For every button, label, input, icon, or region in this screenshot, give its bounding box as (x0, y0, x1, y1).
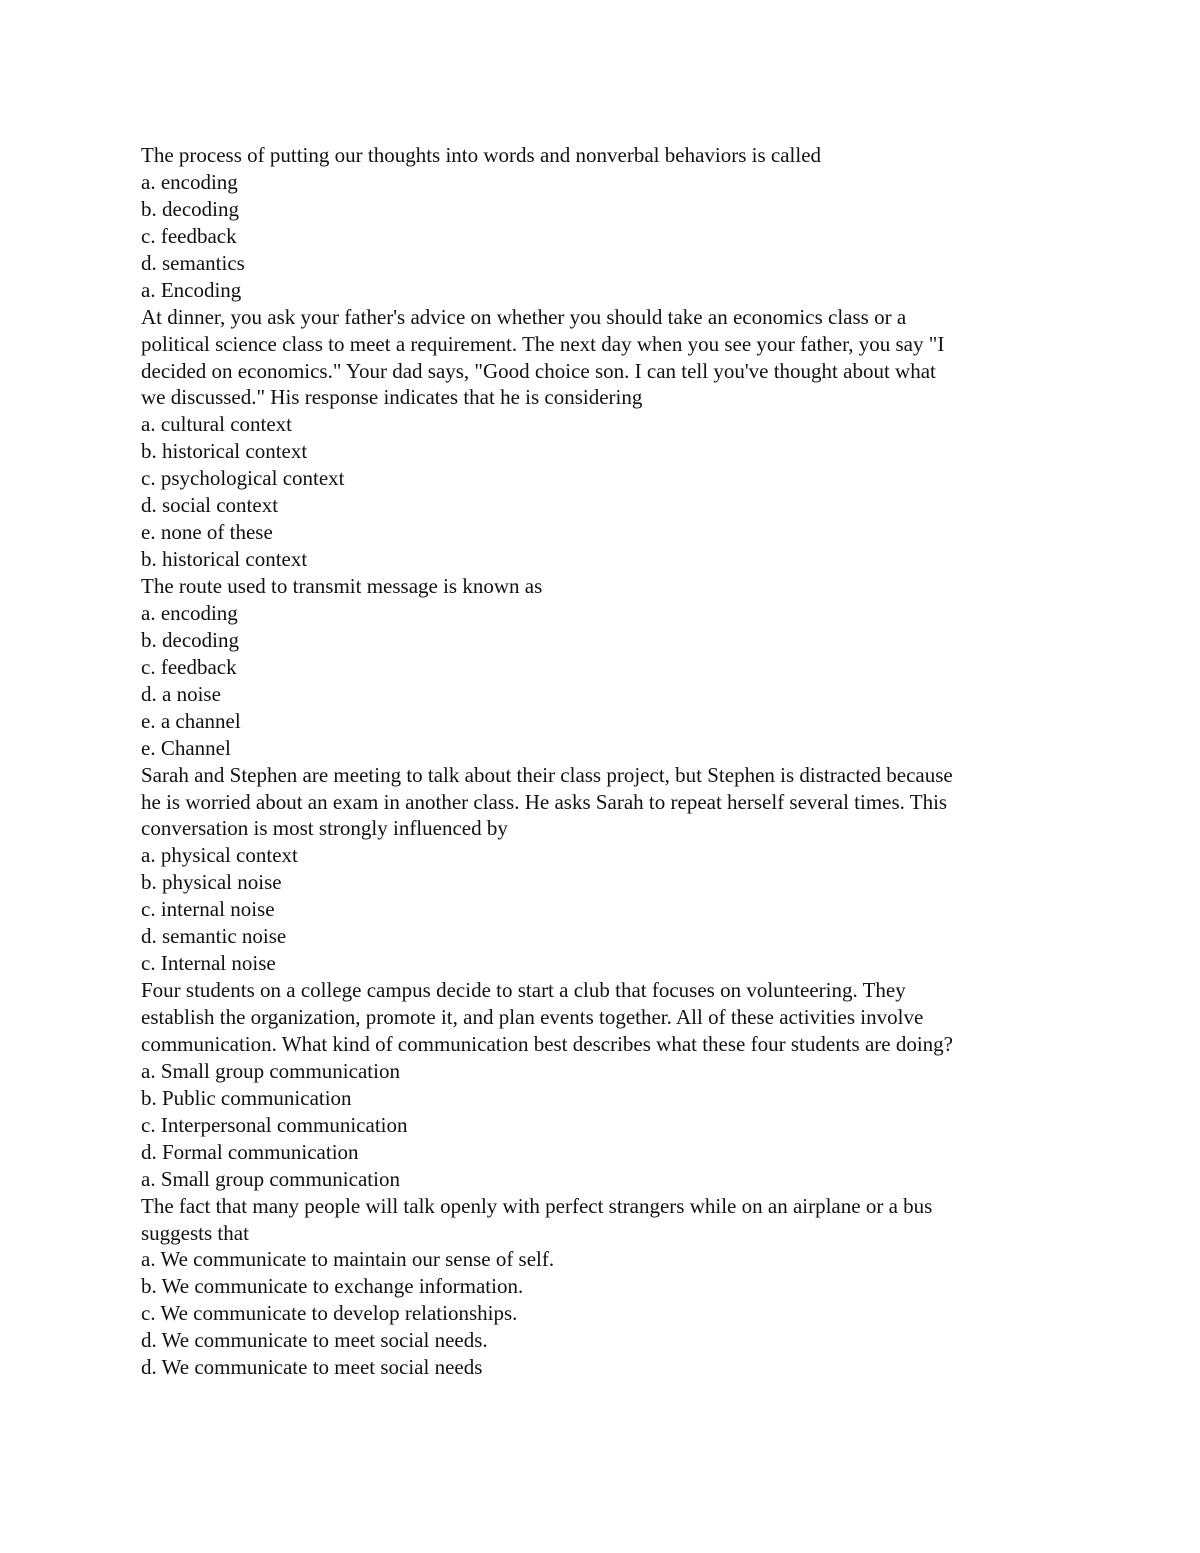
document-line: political science class to meet a requirement. The next day when you see your father, you say "I (141, 331, 945, 356)
document-line: decided on economics." Your dad says, "Good choice son. I can tell you've thought about what (141, 358, 936, 383)
document-line: b. historical context (141, 547, 308, 572)
document-line: d. semantics (141, 250, 245, 275)
document-line: b. We communicate to exchange information. (141, 1274, 524, 1299)
document-line: e. a channel (141, 708, 241, 733)
document-line: d. semantic noise (141, 924, 287, 949)
document-line: e. Channel (141, 735, 231, 760)
document-line: c. Internal noise (141, 951, 276, 976)
document-line: c. psychological context (141, 466, 345, 491)
document-line: a. cultural context (141, 412, 293, 437)
document-line: a. We communicate to maintain our sense of self. (141, 1247, 555, 1272)
document-line: b. historical context (141, 439, 308, 464)
document-line: c. Interpersonal communication (141, 1112, 408, 1137)
document-line: establish the organization, promote it, and plan events together. All of these activities involve (141, 1005, 924, 1029)
document-line: e. none of these (141, 520, 273, 545)
document-line: communication. What kind of communication best describes what these four students are doing? (141, 1031, 953, 1056)
document-line: a. encoding (141, 600, 238, 625)
document-line: we discussed." His response indicates that he is considering (141, 385, 643, 410)
document-line: c. We communicate to develop relationships. (141, 1301, 518, 1326)
document-body (141, 142, 1081, 1381)
document-line: b. physical noise (141, 870, 282, 895)
document-line: d. Formal communication (141, 1139, 359, 1164)
document-line: c. internal noise (141, 897, 275, 922)
document-line: b. decoding (141, 627, 239, 652)
document-line: The route used to transmit message is known as (141, 574, 543, 598)
document-line: a. Small group communication (141, 1058, 400, 1083)
document-line: a. Encoding (141, 277, 242, 302)
document-line: Sarah and Stephen are meeting to talk about their class project, but Stephen is distracted because (141, 762, 953, 787)
document-line: b. decoding (141, 196, 239, 221)
document-line: conversation is most strongly influenced by (141, 816, 508, 841)
document-line: d. We communicate to meet social needs. (141, 1328, 488, 1353)
document-line: At dinner, you ask your father's advice on whether you should take an economics class or a (141, 304, 907, 329)
document-line: d. social context (141, 493, 279, 518)
document-line: a. encoding (141, 169, 238, 194)
document-line: The fact that many people will talk openly with perfect strangers while on an airplane or a bus (141, 1193, 933, 1218)
document-line: d. We communicate to meet social needs (141, 1355, 483, 1380)
document-line: he is worried about an exam in another class. He asks Sarah to repeat herself several times. This (141, 789, 948, 814)
document-line: suggests that (141, 1220, 249, 1245)
document-line: a. physical context (141, 843, 298, 868)
document-line: b. Public communication (141, 1085, 352, 1110)
document-line: c. feedback (141, 654, 237, 679)
document-line: c. feedback (141, 223, 237, 248)
document-line: The process of putting our thoughts into words and nonverbal behaviors is called (141, 143, 822, 167)
document-line: Four students on a college campus decide to start a club that focuses on volunteering. They (141, 978, 906, 1003)
document-line: a. Small group communication (141, 1166, 400, 1191)
document-line: d. a noise (141, 681, 221, 706)
